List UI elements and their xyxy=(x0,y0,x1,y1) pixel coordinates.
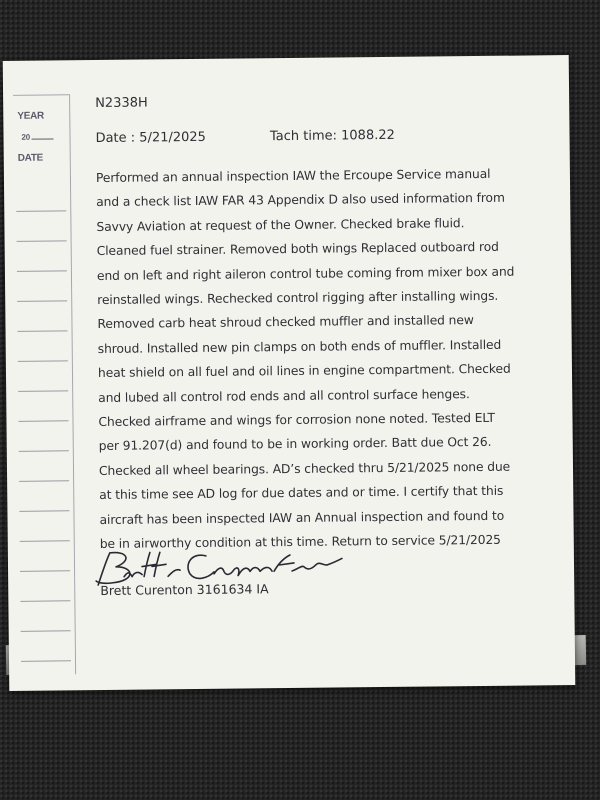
date-prefix: Date : xyxy=(95,130,136,147)
entry-line: reinstalled wings. Rechecked control rigging after installing wings. xyxy=(97,288,499,308)
date-label: DATE xyxy=(17,152,44,164)
date-rule-line xyxy=(20,540,70,542)
entry-body xyxy=(96,161,570,556)
entry-line: and a check list IAW FAR 43 Appendix D also used information from xyxy=(96,191,505,210)
date-rule-line xyxy=(19,450,69,452)
date-rule-line xyxy=(20,600,70,602)
tach-label: Tach time: xyxy=(269,128,338,145)
entry-line: Checked all wheel bearings. AD’s checked thru 5/21/2025 none due xyxy=(98,459,511,478)
date-rule-line xyxy=(18,360,68,362)
date-column xyxy=(3,60,78,691)
year-label: YEAR xyxy=(17,110,44,122)
date-rule-line xyxy=(18,390,68,392)
date-rule-line xyxy=(21,660,71,662)
entry-line: be in airworthy condition at this time. Return to service 5/21/2025 xyxy=(99,532,501,552)
date-rule-line xyxy=(21,630,71,632)
entry-line: Checked airframe and wings for corrosion none noted. Tested ELT xyxy=(98,410,495,430)
entry-line: heat shield on all fuel and oil lines in engine compartment. Checked xyxy=(97,361,511,381)
century-prefix: 20 xyxy=(21,132,53,141)
date-rule-line xyxy=(17,270,67,272)
logbook-page xyxy=(3,55,576,691)
entry-line: Performed an annual inspection IAW the Ercoupe Service manual xyxy=(95,166,491,186)
entry-date xyxy=(95,130,206,146)
tach-value: 1088.22 xyxy=(341,127,395,144)
date-rule-line xyxy=(19,510,69,512)
signature-block xyxy=(100,548,570,601)
date-rule-line xyxy=(16,210,66,212)
tach-time xyxy=(270,128,395,144)
entry-line: Removed carb heat shroud checked muffler and installed new xyxy=(97,313,474,332)
entry-line: aircraft has been inspected IAW an Annual inspection and found to xyxy=(99,508,505,527)
entry-line: per 91.207(d) and found to be in working order. Batt due Oct 26. xyxy=(98,435,492,454)
date-tach-row xyxy=(95,126,565,146)
column-top-rule xyxy=(13,94,69,96)
date-rule-line xyxy=(17,300,67,302)
entry-line: shroud. Installed new pin clamps on both ends of muffler. Installed xyxy=(97,337,502,356)
tail-number: N2338H xyxy=(95,95,148,112)
entry-line: end on left and right aileron control tube coming from mixer box and xyxy=(96,264,515,283)
date-rule-line xyxy=(19,480,69,482)
entry-line: and lubed all control rod ends and all control surface henges. xyxy=(98,386,470,405)
date-rule-line xyxy=(17,240,67,242)
entry-line: Savvy Aviation at request of the Owner. Checked brake fluid. xyxy=(96,215,465,234)
logbook-entry xyxy=(95,89,570,600)
date-rule-line xyxy=(18,330,68,332)
date-value: 5/21/2025 xyxy=(139,129,207,146)
signer-name-certificate: Brett Curenton 3161634 IA xyxy=(100,580,269,598)
date-rule-line xyxy=(18,420,68,422)
entry-line: Cleaned fuel strainer. Removed both wings Replaced outboard rod xyxy=(96,240,499,259)
date-rule-line xyxy=(20,570,70,572)
entry-line: at this time see AD log for due dates and or time. I certify that this xyxy=(99,484,504,503)
date-column-rules xyxy=(3,60,71,61)
